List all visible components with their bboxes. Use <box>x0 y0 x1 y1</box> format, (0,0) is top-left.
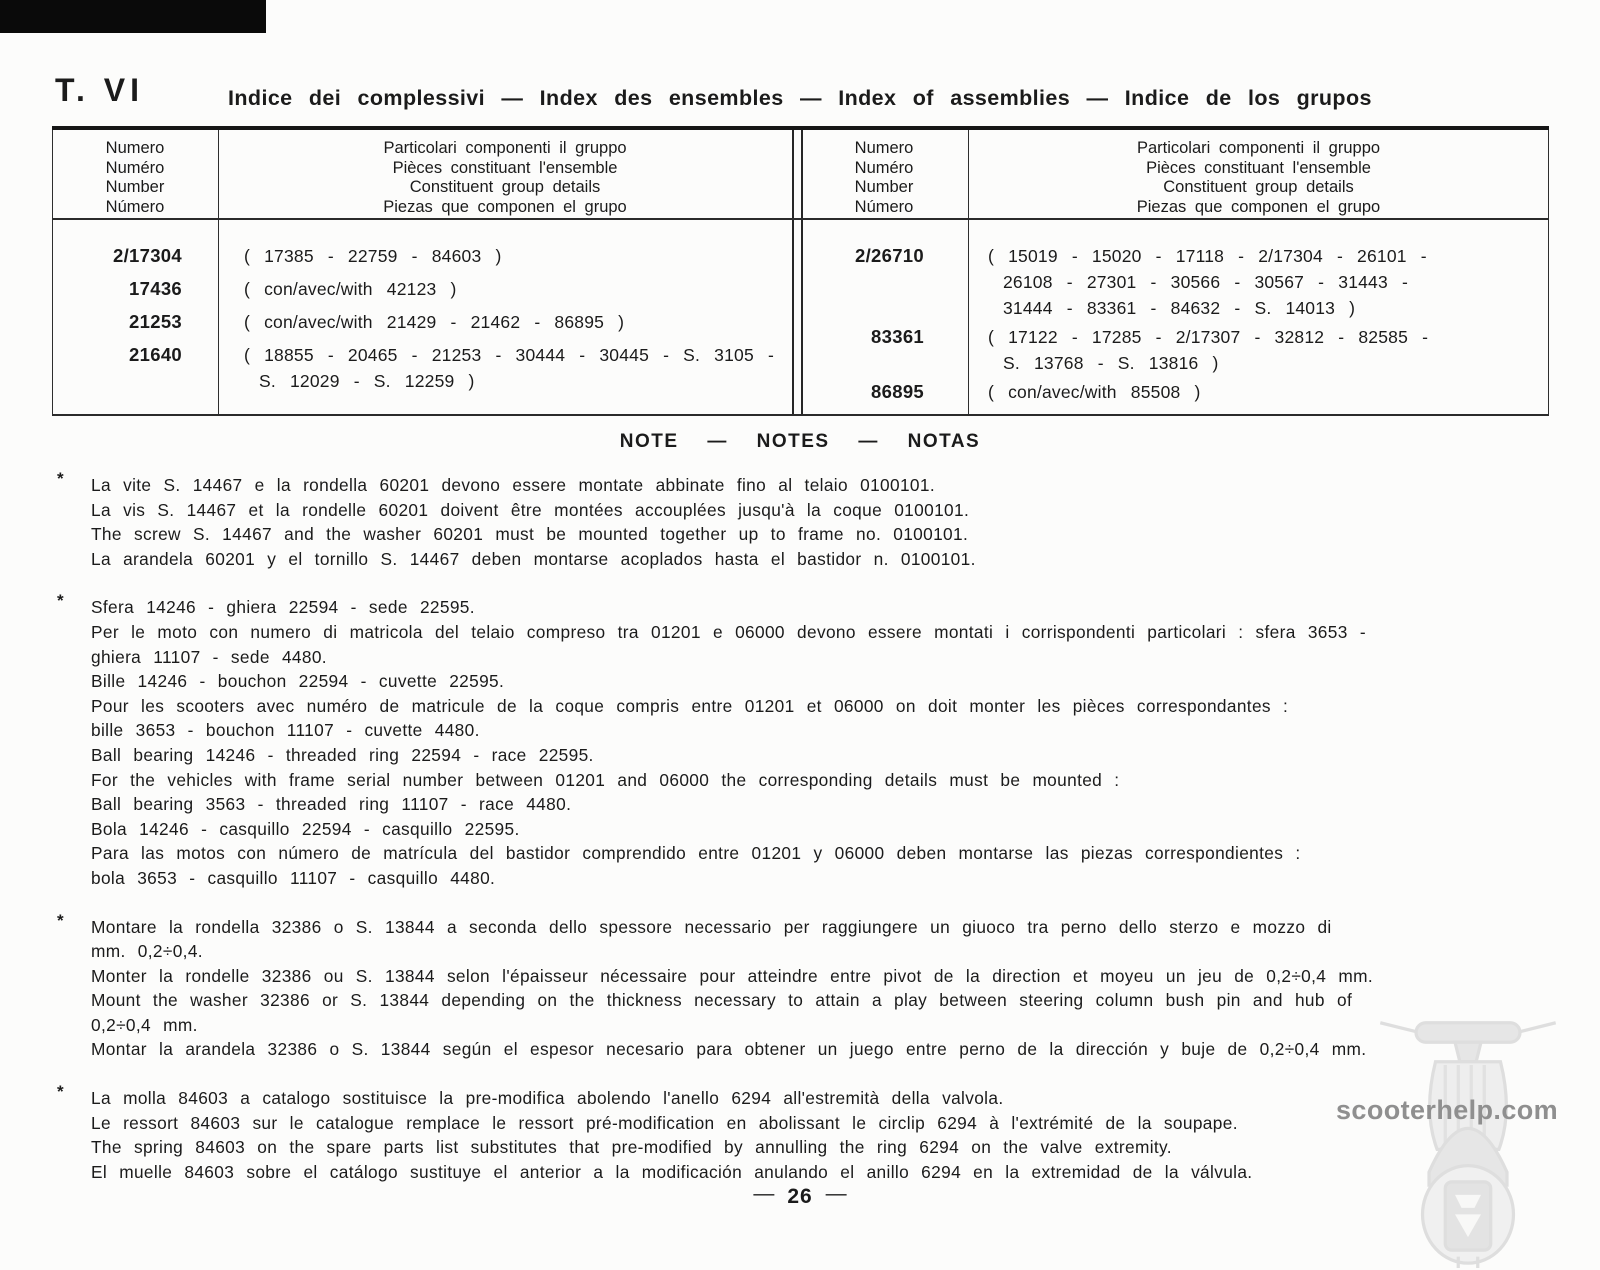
note-line: La vite S. 14467 e la rondella 60201 devono essere montate abbinate fino al telaio 0100101. <box>91 475 935 495</box>
asterisk-marker: * <box>57 469 64 488</box>
part-number: 83361 <box>871 326 924 347</box>
part-details: 31444 - 83361 - 84632 - S. 14013 ) <box>1003 298 1356 318</box>
page-number: 26 <box>787 1185 813 1208</box>
part-details: ( con/avec/with 21429 - 21462 - 86895 ) <box>244 312 625 332</box>
note-line: La molla 84603 a catalogo sostituisce la pre-modifica abolendo l'anello 6294 all'estremità della valvola. <box>91 1088 1004 1109</box>
table-body-left <box>52 218 792 414</box>
page-title: Indice dei complessivi — Index des ensembles — Index of assemblies — Indice de los grupos <box>228 86 1372 110</box>
note-item <box>55 469 1535 571</box>
part-number: 2/17304 <box>113 245 182 266</box>
note-line: La vis S. 14467 et la rondelle 60201 doivent être montées accouplées jusqu'à la coque 0100101. <box>91 499 970 520</box>
part-details: S. 13768 - S. 13816 ) <box>1003 353 1219 373</box>
note-item <box>55 591 1535 890</box>
note-line: Pour les scooters avec numéro de matricule de la coque compris entre 01201 et 06000 on doit monter les pièces correspondantes : <box>91 695 1289 716</box>
notes-heading: NOTE — NOTES — NOTAS <box>619 431 981 452</box>
note-line: Per le moto con numero di matricola del telaio compreso tra 01201 e 06000 devono essere montati i corrispondenti particolari : sfera 3653 - <box>91 621 1366 642</box>
note-line: Bola 14246 - casquillo 22594 - casquillo 22595. <box>91 818 520 839</box>
note-line: ghiera 11107 - sede 4480. <box>91 646 327 667</box>
note-line: Montar la arandela 32386 o S. 13844 según el espesor necesario para obtener un juego entre perno de la dirección y buje de 0,2÷0,4 mm. <box>91 1039 1367 1060</box>
table-row <box>800 324 1549 376</box>
part-details: ( 17385 - 22759 - 84603 ) <box>244 246 502 266</box>
note-line: The screw S. 14467 and the washer 60201 must be mounted together up to frame no. 0100101. <box>91 524 969 545</box>
note-line: bille 3653 - bouchon 11107 - cuvette 4480. <box>91 720 480 741</box>
table-row <box>52 276 792 302</box>
note-line: For the vehicles with frame serial number between 01201 and 06000 the corresponding details must be mounted : <box>91 769 1120 790</box>
note-line: 0,2÷0,4 mm. <box>91 1014 198 1035</box>
asterisk-marker: * <box>57 591 64 611</box>
footer-dash: — <box>753 1182 775 1205</box>
part-details: ( 17122 - 17285 - 2/17307 - 32812 - 82585 - <box>988 327 1429 347</box>
note-line: Ball bearing 3563 - threaded ring 11107 - race 4480. <box>91 794 572 815</box>
part-details: ( con/avec/with 85508 ) <box>988 382 1201 402</box>
note-line: Montare la rondella 32386 o S. 13844 a seconda dello spessore necessario per raggiungere un giuoco tra perno dello sterzo e mozzo di <box>91 916 1332 937</box>
table-number-label: T. VI <box>55 72 145 108</box>
column-header-details-right: Particolari componenti il gruppo Pièces constituant l'ensemble Constituent group details Piezas que componen el grupo <box>1136 139 1381 216</box>
note-line: Monter la rondelle 32386 ou S. 13844 selon l'épaisseur nécessaire pour atteindre entre pivot de la direction et moyeu un jeu de 0,2÷0,4 mm. <box>91 965 1374 986</box>
note-line: The spring 84603 on the spare parts list substitutes that pre-modified by annulling the ring 6294 on the valve extremity. <box>91 1137 1172 1158</box>
notes-section <box>55 469 1535 1208</box>
column-header-number-right: Numero Numéro Number Número <box>854 139 914 216</box>
table-row <box>52 243 792 269</box>
note-item <box>55 910 1535 1063</box>
part-details: ( con/avec/with 42123 ) <box>244 279 457 299</box>
note-line: Le ressort 84603 sur le catalogue remplace le ressort pré-modification en abolissant le circlip 6294 à l'extrémité de la soupape. <box>91 1112 1238 1133</box>
part-details: ( 18855 - 20465 - 21253 - 30444 - 30445 - S. 3105 - <box>244 345 774 365</box>
note-line: Sfera 14246 - ghiera 22594 - sede 22595. <box>91 597 475 618</box>
part-number: 21640 <box>129 344 182 365</box>
note-line: Bille 14246 - bouchon 22594 - cuvette 22595. <box>91 671 505 692</box>
table-row <box>800 243 1549 321</box>
note-line: Ball bearing 14246 - threaded ring 22594 - race 22595. <box>91 744 594 765</box>
note-item <box>55 1082 1535 1184</box>
table-row <box>800 379 1549 405</box>
scan-artifact-bar <box>0 0 266 33</box>
note-line: Mount the washer 32386 or S. 13844 depending on the thickness necessary to attain a play between steering column bush pin and hub of <box>91 990 1353 1011</box>
watermark-text: scooterhelp.com <box>1336 1095 1559 1125</box>
column-header-details-left: Particolari componenti il gruppo Pièces constituant l'ensemble Constituent group details Piezas que componen el grupo <box>383 139 627 216</box>
part-number: 17436 <box>129 278 182 299</box>
part-details: ( 15019 - 15020 - 17118 - 2/17304 - 26101 - <box>988 246 1427 266</box>
note-line: El muelle 84603 sobre el catálogo sustituye el anterior a la modificación anulando el anillo 6294 en la extremidad de la válvula. <box>91 1161 1253 1182</box>
note-line: La arandela 60201 y el tornillo S. 14467 deben montarse acoplados hasta el bastidor n. 0100101. <box>91 548 976 569</box>
part-number: 86895 <box>871 381 924 402</box>
part-details: S. 12029 - S. 12259 ) <box>259 371 475 391</box>
part-details: 26108 - 27301 - 30566 - 30567 - 31443 - <box>1003 272 1409 292</box>
assemblies-index-table <box>52 126 1549 416</box>
table-row <box>52 342 792 394</box>
asterisk-marker: * <box>57 910 64 930</box>
table-row <box>52 309 792 335</box>
part-number: 21253 <box>129 311 182 332</box>
footer-dash: — <box>825 1182 847 1205</box>
asterisk-marker: * <box>57 1082 64 1102</box>
note-line: mm. 0,2÷0,4. <box>91 941 203 962</box>
part-number: 2/26710 <box>855 245 924 266</box>
note-line: bola 3653 - casquillo 11107 - casquillo 4480. <box>91 867 496 888</box>
note-line: Para las motos con número de matrícula del bastidor comprendido entre 01201 y 06000 deben montarse las piezas correspondientes : <box>91 843 1301 864</box>
column-header-number-left: Numero Numéro Number Número <box>105 139 165 216</box>
table-body-right <box>800 218 1549 414</box>
